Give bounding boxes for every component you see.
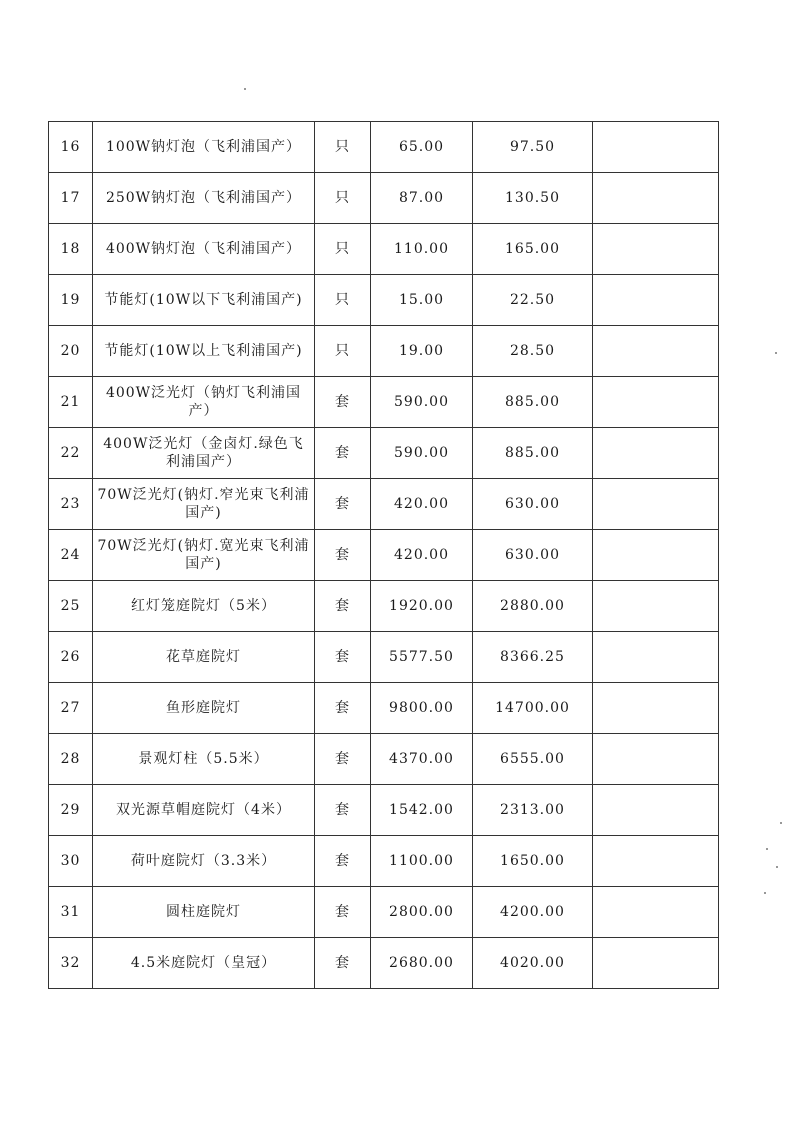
table-row (49, 224, 719, 275)
row-number-cell: 17 (49, 173, 93, 224)
remarks-cell (593, 581, 719, 632)
item-name-cell: 景观灯柱（5.5米） (93, 734, 315, 785)
unit-cell: 只 (315, 224, 371, 275)
scan-speck (776, 866, 778, 868)
adjusted-price-cell: 165.00 (473, 224, 593, 275)
table-row (49, 377, 719, 428)
row-number-cell: 29 (49, 785, 93, 836)
unit-cell: 只 (315, 326, 371, 377)
row-number-cell: 30 (49, 836, 93, 887)
unit-cell: 套 (315, 683, 371, 734)
remarks-cell (593, 275, 719, 326)
remarks-cell (593, 530, 719, 581)
unit-price-cell: 420.00 (371, 530, 473, 581)
unit-price-cell: 2680.00 (371, 938, 473, 989)
unit-price-cell: 87.00 (371, 173, 473, 224)
adjusted-price-cell: 885.00 (473, 428, 593, 479)
unit-cell: 套 (315, 530, 371, 581)
table-row (49, 479, 719, 530)
adjusted-price-cell: 630.00 (473, 479, 593, 530)
unit-price-cell: 590.00 (371, 428, 473, 479)
unit-price-cell: 2800.00 (371, 887, 473, 938)
item-name-cell: 双光源草帽庭院灯（4米） (93, 785, 315, 836)
remarks-cell (593, 479, 719, 530)
remarks-cell (593, 785, 719, 836)
adjusted-price-cell: 885.00 (473, 377, 593, 428)
item-name-cell: 70W泛光灯(钠灯.宽光束飞利浦国产) (93, 530, 315, 581)
table-row (49, 734, 719, 785)
item-name-cell: 荷叶庭院灯（3.3米） (93, 836, 315, 887)
unit-price-cell: 9800.00 (371, 683, 473, 734)
table-row (49, 887, 719, 938)
unit-cell: 只 (315, 275, 371, 326)
unit-cell: 套 (315, 428, 371, 479)
row-number-cell: 28 (49, 734, 93, 785)
row-number-cell: 32 (49, 938, 93, 989)
item-name-cell: 4.5米庭院灯（皇冠） (93, 938, 315, 989)
remarks-cell (593, 377, 719, 428)
item-name-cell: 400W泛光灯（钠灯飞利浦国产） (93, 377, 315, 428)
adjusted-price-cell: 2880.00 (473, 581, 593, 632)
remarks-cell (593, 173, 719, 224)
adjusted-price-cell: 28.50 (473, 326, 593, 377)
table-row (49, 632, 719, 683)
item-name-cell: 红灯笼庭院灯（5米） (93, 581, 315, 632)
remarks-cell (593, 122, 719, 173)
adjusted-price-cell: 4200.00 (473, 887, 593, 938)
row-number-cell: 24 (49, 530, 93, 581)
table-row (49, 785, 719, 836)
unit-cell: 只 (315, 122, 371, 173)
table-row (49, 836, 719, 887)
unit-cell: 套 (315, 581, 371, 632)
row-number-cell: 22 (49, 428, 93, 479)
row-number-cell: 23 (49, 479, 93, 530)
row-number-cell: 27 (49, 683, 93, 734)
unit-cell: 只 (315, 173, 371, 224)
adjusted-price-cell: 4020.00 (473, 938, 593, 989)
table-row (49, 173, 719, 224)
unit-cell: 套 (315, 836, 371, 887)
unit-cell: 套 (315, 887, 371, 938)
adjusted-price-cell: 97.50 (473, 122, 593, 173)
unit-cell: 套 (315, 734, 371, 785)
adjusted-price-cell: 630.00 (473, 530, 593, 581)
table-body (49, 122, 719, 989)
item-name-cell: 250W钠灯泡（飞利浦国产） (93, 173, 315, 224)
adjusted-price-cell: 8366.25 (473, 632, 593, 683)
unit-cell: 套 (315, 785, 371, 836)
item-name-cell: 节能灯(10W以下飞利浦国产) (93, 275, 315, 326)
adjusted-price-cell: 14700.00 (473, 683, 593, 734)
adjusted-price-cell: 1650.00 (473, 836, 593, 887)
unit-price-cell: 1920.00 (371, 581, 473, 632)
unit-cell: 套 (315, 479, 371, 530)
remarks-cell (593, 428, 719, 479)
remarks-cell (593, 632, 719, 683)
row-number-cell: 21 (49, 377, 93, 428)
row-number-cell: 18 (49, 224, 93, 275)
remarks-cell (593, 683, 719, 734)
unit-cell: 套 (315, 632, 371, 683)
table-row (49, 530, 719, 581)
unit-price-cell: 19.00 (371, 326, 473, 377)
unit-price-cell: 1100.00 (371, 836, 473, 887)
row-number-cell: 31 (49, 887, 93, 938)
unit-price-cell: 65.00 (371, 122, 473, 173)
row-number-cell: 26 (49, 632, 93, 683)
table-row (49, 326, 719, 377)
table-row (49, 428, 719, 479)
table-row (49, 581, 719, 632)
unit-price-cell: 4370.00 (371, 734, 473, 785)
adjusted-price-cell: 2313.00 (473, 785, 593, 836)
item-name-cell: 400W泛光灯（金卤灯.绿色飞利浦国产） (93, 428, 315, 479)
item-name-cell: 圆柱庭院灯 (93, 887, 315, 938)
remarks-cell (593, 734, 719, 785)
remarks-cell (593, 938, 719, 989)
price-table (48, 121, 719, 989)
adjusted-price-cell: 22.50 (473, 275, 593, 326)
scan-speck (244, 88, 246, 90)
item-name-cell: 节能灯(10W以上飞利浦国产) (93, 326, 315, 377)
table-row (49, 275, 719, 326)
item-name-cell: 花草庭院灯 (93, 632, 315, 683)
remarks-cell (593, 836, 719, 887)
unit-price-cell: 110.00 (371, 224, 473, 275)
table-row (49, 938, 719, 989)
scan-speck (766, 848, 768, 850)
item-name-cell: 400W钠灯泡（飞利浦国产） (93, 224, 315, 275)
unit-price-cell: 15.00 (371, 275, 473, 326)
row-number-cell: 19 (49, 275, 93, 326)
remarks-cell (593, 326, 719, 377)
remarks-cell (593, 887, 719, 938)
item-name-cell: 70W泛光灯(钠灯.窄光束飞利浦国产) (93, 479, 315, 530)
row-number-cell: 16 (49, 122, 93, 173)
item-name-cell: 鱼形庭院灯 (93, 683, 315, 734)
scan-speck (764, 892, 766, 894)
unit-cell: 套 (315, 938, 371, 989)
scan-speck (775, 352, 777, 354)
table-row (49, 683, 719, 734)
unit-price-cell: 1542.00 (371, 785, 473, 836)
remarks-cell (593, 224, 719, 275)
scan-speck (780, 822, 782, 824)
row-number-cell: 25 (49, 581, 93, 632)
item-name-cell: 100W钠灯泡（飞利浦国产） (93, 122, 315, 173)
unit-price-cell: 420.00 (371, 479, 473, 530)
adjusted-price-cell: 130.50 (473, 173, 593, 224)
row-number-cell: 20 (49, 326, 93, 377)
unit-price-cell: 590.00 (371, 377, 473, 428)
table-row (49, 122, 719, 173)
adjusted-price-cell: 6555.00 (473, 734, 593, 785)
unit-cell: 套 (315, 377, 371, 428)
unit-price-cell: 5577.50 (371, 632, 473, 683)
